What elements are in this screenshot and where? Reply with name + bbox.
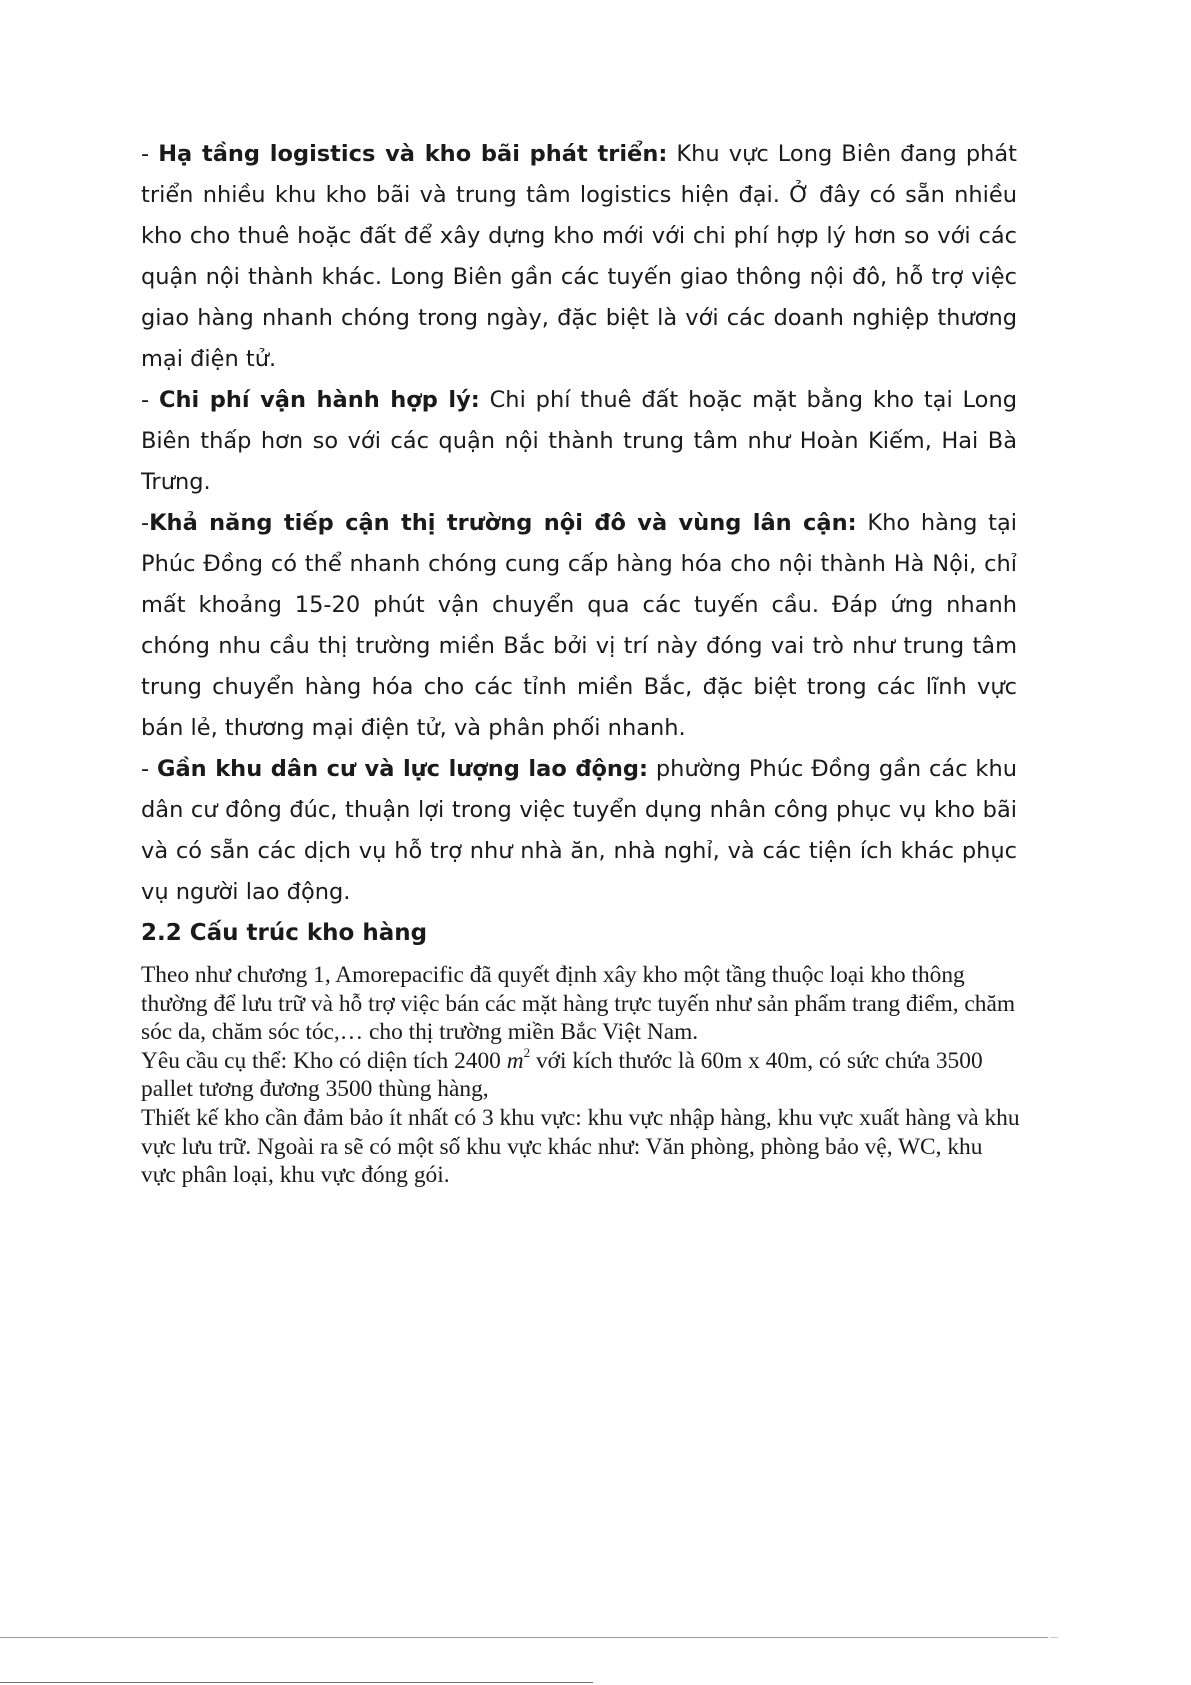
bottom-rule (0, 1682, 593, 1683)
paragraph-text: Kho hàng tại Phúc Đồng có thể nhanh chóng cung cấp hàng hóa cho nội thành Hà Nội, chỉ mất khoảng 15-20 phút vận chuyển qua các tuyến cầu. Đáp ứng nhanh chóng nhu cầu thị trường miền Bắc bởi vị trí này đóng vai trò như trung tâm trung chuyển hàng hóa cho các tỉnh miền Bắc, đặc biệt trong các lĩnh vực bán lẻ, thương mại điện tử, và phân phối nhanh. (141, 510, 1017, 741)
bullet-prefix: - (141, 756, 157, 782)
body-paragraph-design: Thiết kế kho cần đảm bảo ít nhất có 3 khu vực: khu vực nhập hàng, khu vực xuất hàng và khu vực lưu trữ. Ngoài ra sẽ có một số khu vực khác như: Văn phòng, phòng bảo vệ, WC, khu vực phân loại, khu vực đóng gói. (141, 1104, 1020, 1189)
body-paragraph-requirements (141, 1044, 1021, 1104)
requirements-text-after: với kích thước là 60m x 40m, có sức chứa 3500 pallet tương đương 3500 thùng hàng, (141, 1047, 983, 1103)
section-heading: 2.2 Cấu trúc kho hàng (141, 920, 428, 946)
paragraph-operating-cost (141, 380, 1017, 503)
bold-lead: Chi phí vận hành hợp lý: (158, 387, 480, 413)
bullet-prefix: - (141, 387, 159, 413)
footer-divider-end (1050, 1637, 1058, 1638)
area-unit: m (506, 1047, 524, 1074)
bold-lead: Hạ tầng logistics và kho bãi phát triển: (158, 141, 668, 167)
advantages-list (141, 134, 1017, 913)
bullet-prefix: - (141, 510, 150, 536)
paragraph-market-access (141, 503, 1017, 749)
section-body (141, 961, 1021, 1190)
footer-divider (0, 1637, 1048, 1638)
area-unit-exponent: 2 (523, 1044, 531, 1060)
paragraph-text: Chi phí thuê đất hoặc mặt bằng kho tại Long Biên thấp hơn so với các quận nội thành trung tâm như Hoàn Kiếm, Hai Bà Trưng. (141, 387, 1017, 495)
body-paragraph-intro: Theo như chương 1, Amorepacific đã quyết định xây kho một tầng thuộc loại kho thông thường để lưu trữ và hỗ trợ việc bán các mặt hàng trực tuyến như sản phẩm trang điểm, chăm sóc da, chăm sóc tóc,… cho thị trường miền Bắc Việt Nam. (141, 962, 1016, 1046)
paragraph-text: phường Phúc Đồng gần các khu dân cư đông đúc, thuận lợi trong việc tuyển dụng nhân công phục vụ kho bãi và có sẵn các dịch vụ hỗ trợ như nhà ăn, nhà nghỉ, và các tiện ích khác phục vụ người lao động. (141, 756, 1017, 905)
bullet-prefix: - (141, 141, 159, 167)
bold-lead: Gần khu dân cư và lực lượng lao động: (157, 756, 649, 782)
paragraph-text: Khu vực Long Biên đang phát triển nhiều khu kho bãi và trung tâm logistics hiện đại. Ở đây có sẵn nhiều kho cho thuê hoặc đất để xây dựng kho mới với chi phí hợp lý hơn so với các quận nội thành khác. Long Biên gần các tuyến giao thông nội đô, hỗ trợ việc giao hàng nhanh chóng trong ngày, đặc biệt là với các doanh nghiệp thương mại điện tử. (141, 141, 1018, 372)
paragraph-labor-force (141, 749, 1017, 913)
bold-lead: Khả năng tiếp cận thị trường nội đô và vùng lân cận: (149, 510, 857, 536)
paragraph-infrastructure (141, 134, 1017, 380)
requirements-text-before: Yêu cầu cụ thể: Kho có diện tích 2400 (141, 1047, 507, 1074)
